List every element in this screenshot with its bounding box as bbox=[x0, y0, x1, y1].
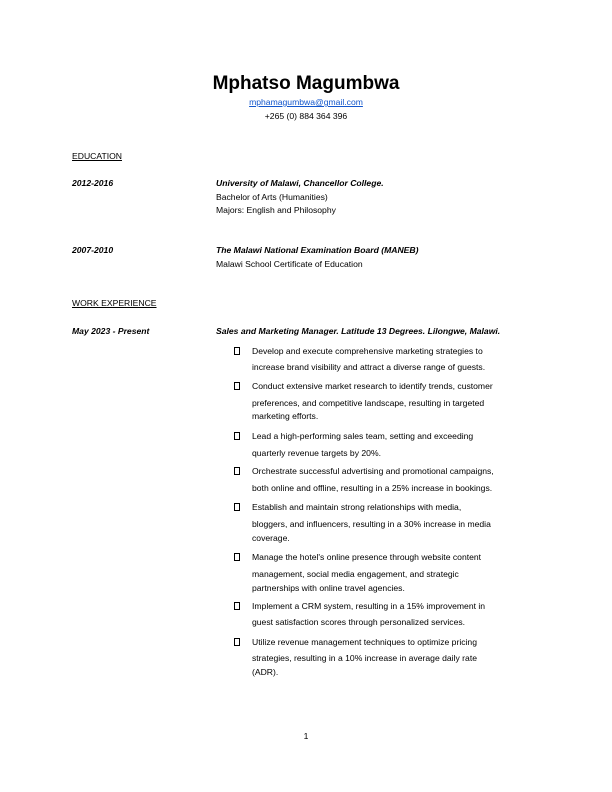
bullet-icon bbox=[234, 347, 240, 355]
bullet-icon bbox=[234, 503, 240, 511]
bullet-text: Develop and execute comprehensive marketing strategies to bbox=[252, 346, 483, 356]
edu-institution: University of Malawi, Chancellor College. bbox=[216, 178, 384, 188]
edu-institution: The Malawi National Examination Board (MANEB) bbox=[216, 245, 419, 255]
bullet-icon bbox=[234, 467, 240, 475]
edu-dates: 2007-2010 bbox=[72, 245, 114, 255]
bullet-text: increase brand visibility and attract a diverse range of guests. bbox=[252, 362, 486, 372]
bullet-text: Manage the hotel's online presence through website content bbox=[252, 552, 482, 562]
page-number: 1 bbox=[303, 731, 309, 741]
bullet-text: management, social media engagement, and strategic bbox=[252, 569, 459, 579]
bullet-text: Lead a high-performing sales team, setting and exceeding bbox=[252, 431, 474, 441]
bullet-text: Establish and maintain strong relationships with media, bbox=[252, 502, 462, 512]
work-heading: WORK EXPERIENCE bbox=[72, 298, 157, 308]
edu-detail: Majors: English and Philosophy bbox=[216, 205, 336, 215]
education-heading: EDUCATION bbox=[72, 151, 122, 161]
email-link[interactable]: mphamagumbwa@gmail.com bbox=[249, 97, 363, 107]
bullet-text: Implement a CRM system, resulting in a 15% improvement in bbox=[252, 601, 486, 611]
bullet-text: (ADR). bbox=[252, 667, 279, 677]
bullet-icon bbox=[234, 602, 240, 610]
bullet-text: marketing efforts. bbox=[252, 411, 319, 421]
bullet-text: quarterly revenue targets by 20%. bbox=[252, 448, 381, 458]
bullet-text: Orchestrate successful advertising and promotional campaigns, bbox=[252, 466, 494, 476]
bullet-text: Utilize revenue management techniques to optimize pricing bbox=[252, 637, 477, 647]
bullet-text: partnerships with online travel agencies. bbox=[252, 583, 405, 593]
phone: +265 (0) 884 364 396 bbox=[264, 111, 348, 121]
bullet-text: coverage. bbox=[252, 533, 290, 543]
bullet-icon bbox=[234, 638, 240, 646]
bullet-text: Conduct extensive market research to identify trends, customer bbox=[252, 381, 493, 391]
work-title: Sales and Marketing Manager. Latitude 13 Degrees. Lilongwe, Malawi. bbox=[216, 326, 501, 336]
bullet-icon bbox=[234, 432, 240, 440]
bullet-text: strategies, resulting in a 10% increase in average daily rate bbox=[252, 653, 477, 663]
bullet-text: guest satisfaction scores through personalized services. bbox=[252, 617, 466, 627]
bullet-text: bloggers, and influencers, resulting in a 30% increase in media bbox=[252, 519, 491, 529]
bullet-icon bbox=[234, 382, 240, 390]
bullet-icon bbox=[234, 553, 240, 561]
work-dates: May 2023 - Present bbox=[72, 326, 150, 336]
bullet-text: preferences, and competitive landscape, resulting in targeted bbox=[252, 398, 485, 408]
edu-detail: Malawi School Certificate of Education bbox=[216, 259, 363, 269]
bullet-text: both online and offline, resulting in a 25% increase in bookings. bbox=[252, 483, 493, 493]
edu-detail: Bachelor of Arts (Humanities) bbox=[216, 192, 328, 202]
edu-dates: 2012-2016 bbox=[72, 178, 114, 188]
name-heading: Mphatso Magumbwa bbox=[212, 73, 400, 94]
